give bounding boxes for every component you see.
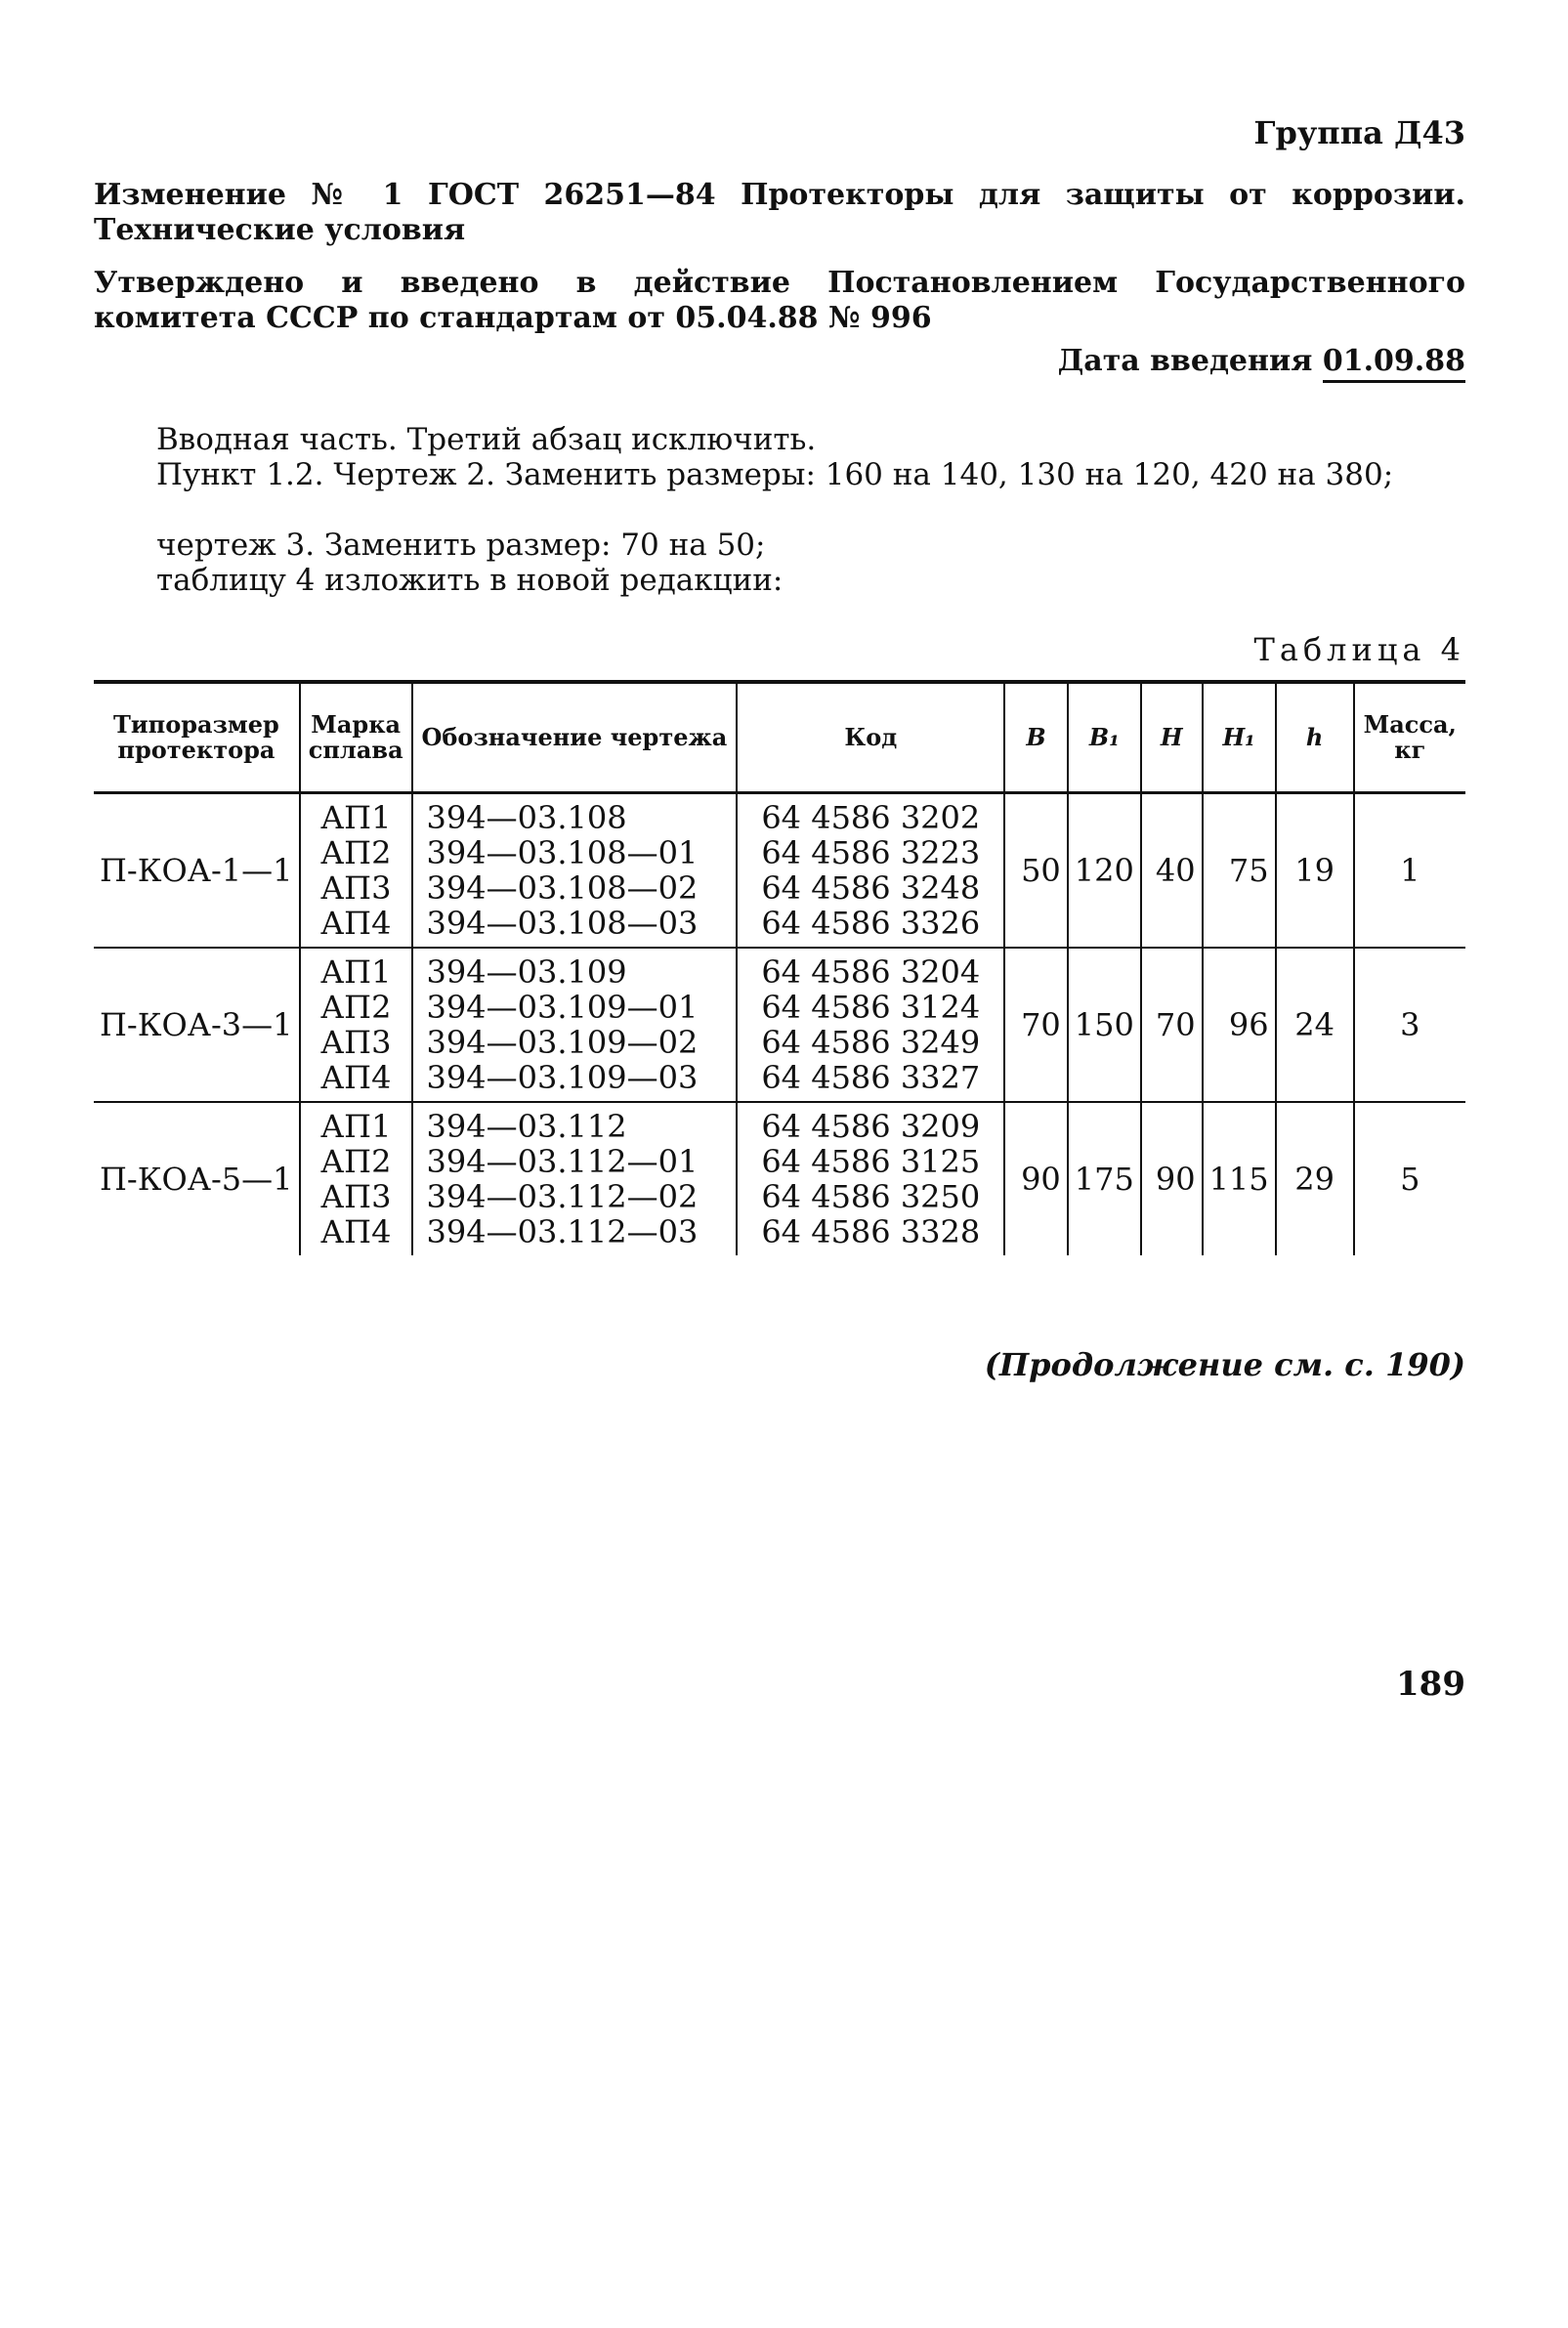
header-mark: Марка сплава [300, 682, 412, 793]
header-drawing: Обозначение чертежа [412, 682, 738, 793]
drawing-item: 394—03.109—03 [426, 1059, 699, 1096]
protector-table [94, 680, 1465, 1255]
cell-B1: 150 [1068, 948, 1141, 1102]
paragraph-table-4: таблицу 4 изложить в новой редакции: [156, 563, 784, 598]
table-row [94, 793, 1465, 949]
table-row [94, 1102, 1465, 1255]
cell-H: 90 [1141, 1102, 1203, 1255]
cell-mass: 3 [1354, 948, 1465, 1102]
cell-size: П-КОА-5—1 [94, 1102, 300, 1255]
header-h: h [1276, 682, 1354, 793]
approval-statement: Утверждено и введено в действие Постановлением Государственного комитета СССР по стандартам от 05.04.88 № 996 [94, 266, 1465, 335]
cell-H: 70 [1141, 948, 1203, 1102]
drawing-item: 394—03.109—01 [426, 989, 699, 1026]
drawing-item: 394—03.108—03 [426, 905, 699, 942]
cell-h: 19 [1276, 793, 1354, 949]
drawing-item: 394—03.108 [426, 799, 627, 836]
drawing-item: 394—03.112 [426, 1108, 627, 1145]
mark-item: АП3 [319, 1024, 392, 1061]
mark-item: АП1 [319, 953, 392, 991]
code-item: 64 4586 3327 [761, 1059, 981, 1096]
cell-marks [300, 948, 412, 1102]
code-item: 64 4586 3250 [761, 1178, 981, 1215]
drawing-item: 394—03.109 [426, 953, 627, 991]
cell-h: 24 [1276, 948, 1354, 1102]
header-mass: Масса, кг [1354, 682, 1465, 793]
mark-item: АП2 [319, 989, 392, 1026]
header-B1: B₁ [1068, 682, 1141, 793]
mark-item: АП4 [319, 1213, 392, 1250]
cell-H1: 75 [1203, 793, 1276, 949]
table-header-row [94, 682, 1465, 793]
mark-item: АП2 [319, 1143, 392, 1180]
drawing-item: 394—03.112—03 [426, 1213, 699, 1250]
cell-mass: 1 [1354, 793, 1465, 949]
drawing-item: 394—03.112—01 [426, 1143, 699, 1180]
header-B: B [1004, 682, 1067, 793]
cell-H1: 96 [1203, 948, 1276, 1102]
cell-B1: 120 [1068, 793, 1141, 949]
cell-marks [300, 793, 412, 949]
mark-item: АП1 [319, 799, 392, 836]
cell-marks [300, 1102, 412, 1255]
drawing-item: 394—03.108—02 [426, 869, 699, 907]
cell-drawings [412, 948, 738, 1102]
code-item: 64 4586 3124 [761, 989, 981, 1026]
cell-drawings [412, 1102, 738, 1255]
cell-B: 90 [1004, 1102, 1067, 1255]
mark-item: АП3 [319, 869, 392, 907]
header-size: Типоразмер протектора [94, 682, 300, 793]
code-item: 64 4586 3328 [761, 1213, 981, 1250]
cell-mass: 5 [1354, 1102, 1465, 1255]
cell-h: 29 [1276, 1102, 1354, 1255]
introduction-date-value: 01.09.88 [1323, 344, 1465, 383]
mark-item: АП1 [319, 1108, 392, 1145]
table-caption: Таблица 4 [1253, 631, 1465, 668]
drawing-item: 394—03.109—02 [426, 1024, 699, 1061]
header-code: Код [737, 682, 1004, 793]
group-label: Группа Д43 [1253, 114, 1465, 151]
header-H: H [1141, 682, 1203, 793]
mark-item: АП2 [319, 834, 392, 871]
cell-size: П-КОА-3—1 [94, 948, 300, 1102]
page-number: 189 [1396, 1665, 1465, 1704]
code-item: 64 4586 3223 [761, 834, 981, 871]
cell-H1: 115 [1203, 1102, 1276, 1255]
cell-H: 40 [1141, 793, 1203, 949]
code-item: 64 4586 3248 [761, 869, 981, 907]
paragraph-clause-1-2: Пункт 1.2. Чертеж 2. Заменить размеры: 160 на 140, 130 на 120, 420 на 380; [156, 457, 1394, 492]
introduction-date-label: Дата введения [1057, 344, 1313, 378]
paragraph-intro-part: Вводная часть. Третий абзац исключить. [156, 422, 817, 457]
continuation-note: (Продолжение см. с. 190) [984, 1346, 1465, 1383]
code-item: 64 4586 3249 [761, 1024, 981, 1061]
header-H1: H₁ [1203, 682, 1276, 793]
code-item: 64 4586 3326 [761, 905, 981, 942]
mark-item: АП3 [319, 1178, 392, 1215]
change-title: Изменение № 1 ГОСТ 26251—84 Протекторы для защиты от коррозии. Технические условия [94, 178, 1465, 247]
cell-codes [737, 948, 1004, 1102]
mark-item: АП4 [319, 905, 392, 942]
cell-B: 70 [1004, 948, 1067, 1102]
drawing-item: 394—03.108—01 [426, 834, 699, 871]
cell-drawings [412, 793, 738, 949]
drawing-item: 394—03.112—02 [426, 1178, 699, 1215]
paragraph-drawing-3: чертеж 3. Заменить размер: 70 на 50; [156, 528, 766, 563]
code-item: 64 4586 3204 [761, 953, 981, 991]
cell-B: 50 [1004, 793, 1067, 949]
cell-codes [737, 1102, 1004, 1255]
code-item: 64 4586 3209 [761, 1108, 981, 1145]
cell-codes [737, 793, 1004, 949]
code-item: 64 4586 3125 [761, 1143, 981, 1180]
introduction-date [1058, 344, 1465, 378]
cell-B1: 175 [1068, 1102, 1141, 1255]
code-item: 64 4586 3202 [761, 799, 981, 836]
table-row [94, 948, 1465, 1102]
cell-size: П-КОА-1—1 [100, 852, 293, 889]
mark-item: АП4 [319, 1059, 392, 1096]
